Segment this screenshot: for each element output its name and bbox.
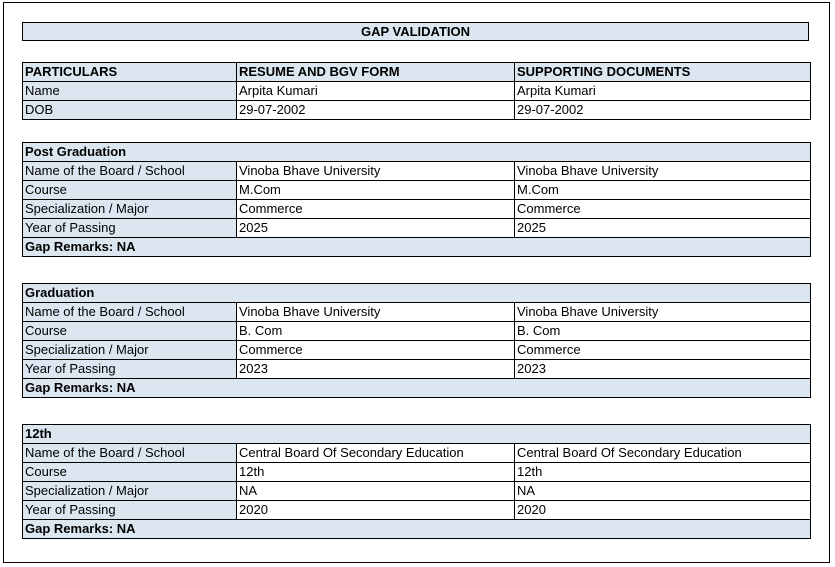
- row-label: Course: [23, 181, 237, 200]
- row-label: DOB: [23, 101, 237, 120]
- resume-value: 2020: [237, 501, 515, 520]
- documents-value: NA: [515, 482, 811, 501]
- documents-value: 29-07-2002: [515, 101, 811, 120]
- resume-value: 12th: [237, 463, 515, 482]
- documents-value: Commerce: [515, 200, 811, 219]
- table-row: [23, 360, 811, 379]
- row-label: Course: [23, 463, 237, 482]
- table-row: [23, 482, 811, 501]
- row-label: Course: [23, 322, 237, 341]
- table-row: [23, 444, 811, 463]
- section-title: Post Graduation: [23, 143, 811, 162]
- resume-value: Vinoba Bhave University: [237, 303, 515, 322]
- resume-value: Commerce: [237, 200, 515, 219]
- table-row: [23, 303, 811, 322]
- documents-value: 12th: [515, 463, 811, 482]
- section-table-12th: [22, 424, 811, 539]
- section-title-row: [23, 143, 811, 162]
- gap-remarks-row: [23, 520, 811, 539]
- documents-value: 2025: [515, 219, 811, 238]
- resume-value: Vinoba Bhave University: [237, 162, 515, 181]
- documents-value: Central Board Of Secondary Education: [515, 444, 811, 463]
- gap-remarks: Gap Remarks: NA: [23, 520, 811, 539]
- row-label: Specialization / Major: [23, 341, 237, 360]
- row-label: Year of Passing: [23, 219, 237, 238]
- documents-value: B. Com: [515, 322, 811, 341]
- resume-value: Central Board Of Secondary Education: [237, 444, 515, 463]
- resume-value: 29-07-2002: [237, 101, 515, 120]
- gap-remarks-row: [23, 379, 811, 398]
- gap-remarks: Gap Remarks: NA: [23, 238, 811, 257]
- resume-value: Arpita Kumari: [237, 82, 515, 101]
- section-title: Graduation: [23, 284, 811, 303]
- header-resume: RESUME AND BGV FORM: [237, 63, 515, 82]
- documents-value: M.Com: [515, 181, 811, 200]
- resume-value: 2025: [237, 219, 515, 238]
- header-documents: SUPPORTING DOCUMENTS: [515, 63, 811, 82]
- row-label: Name of the Board / School: [23, 303, 237, 322]
- row-label: Year of Passing: [23, 360, 237, 379]
- section-title: 12th: [23, 425, 811, 444]
- header-particulars: PARTICULARS: [23, 63, 237, 82]
- gap-remarks-row: [23, 238, 811, 257]
- document-title: GAP VALIDATION: [22, 22, 809, 41]
- section-table-post-graduation: [22, 142, 811, 257]
- row-label: Specialization / Major: [23, 200, 237, 219]
- table-row: [23, 501, 811, 520]
- section-title-row: [23, 284, 811, 303]
- table-row: [23, 162, 811, 181]
- table-row: [23, 341, 811, 360]
- personal-details-table: [22, 62, 811, 120]
- gap-remarks: Gap Remarks: NA: [23, 379, 811, 398]
- row-label: Name: [23, 82, 237, 101]
- header-row: [23, 63, 811, 82]
- resume-value: M.Com: [237, 181, 515, 200]
- row-label: Name of the Board / School: [23, 444, 237, 463]
- documents-value: Commerce: [515, 341, 811, 360]
- row-label: Name of the Board / School: [23, 162, 237, 181]
- row-label: Specialization / Major: [23, 482, 237, 501]
- table-row: [23, 181, 811, 200]
- resume-value: NA: [237, 482, 515, 501]
- row-label: Year of Passing: [23, 501, 237, 520]
- documents-value: Arpita Kumari: [515, 82, 811, 101]
- resume-value: 2023: [237, 360, 515, 379]
- table-row: [23, 82, 811, 101]
- section-table-graduation: [22, 283, 811, 398]
- table-row: [23, 101, 811, 120]
- table-row: [23, 200, 811, 219]
- documents-value: 2023: [515, 360, 811, 379]
- documents-value: Vinoba Bhave University: [515, 303, 811, 322]
- table-row: [23, 322, 811, 341]
- table-row: [23, 219, 811, 238]
- table-row: [23, 463, 811, 482]
- documents-value: Vinoba Bhave University: [515, 162, 811, 181]
- documents-value: 2020: [515, 501, 811, 520]
- resume-value: B. Com: [237, 322, 515, 341]
- section-title-row: [23, 425, 811, 444]
- resume-value: Commerce: [237, 341, 515, 360]
